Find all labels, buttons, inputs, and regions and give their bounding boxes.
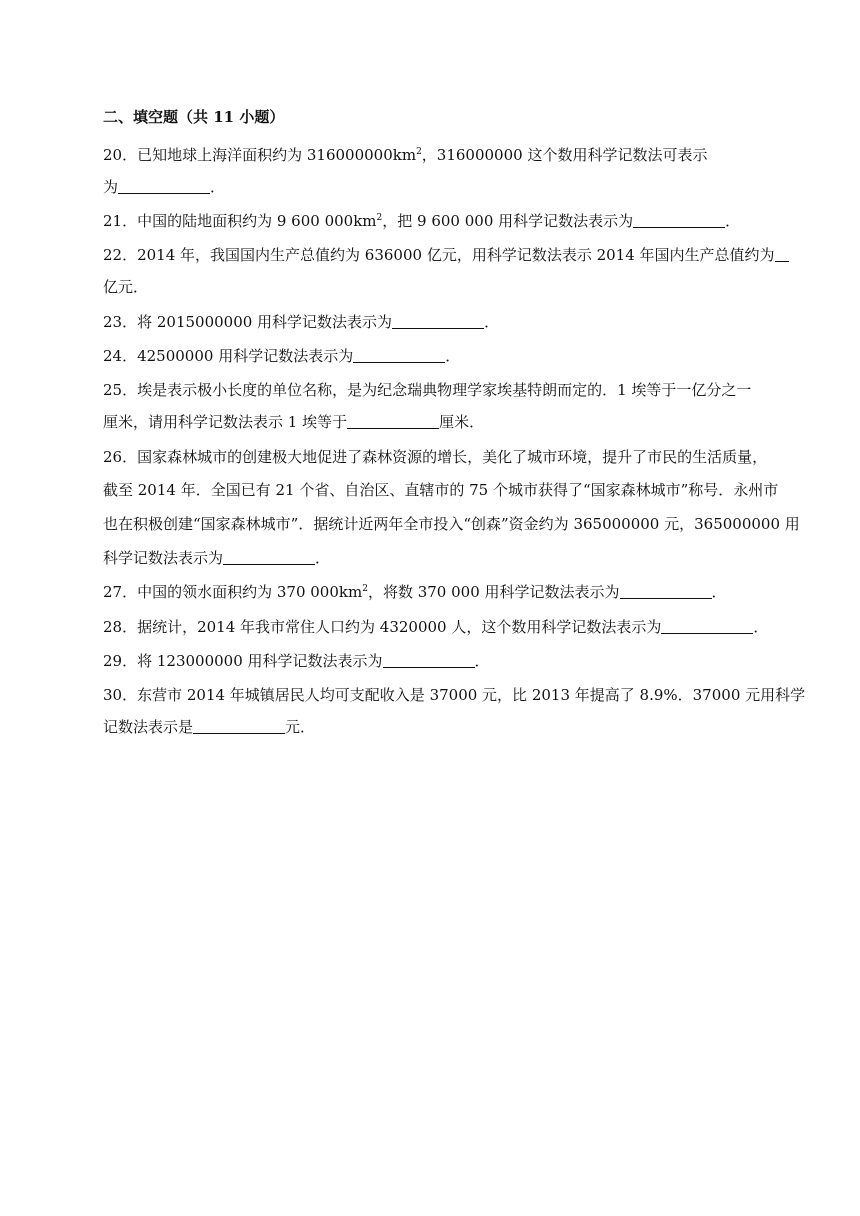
answer-blank[interactable] [383,652,475,668]
question-21: 21．中国的陆地面积约为 9 600 $000km^2$，把 9 600 000 用科学记数法表示为 ． [103,212,741,230]
question-24: 24．42500000 用科学记数法表示为 ． [103,347,461,365]
question-23: 23．将 2015000000 用科学记数法表示为 ． [103,313,500,331]
question-25-line-1: 25．埃是表示极小长度的单位名称，是为纪念瑞典物理学家埃基特朗而定的．1 埃等于一亿分之一 [103,381,752,399]
question-20-line-1: 20．已知地球上海洋面积约为 $316000000km^2$，316000000 这个数用科学记数法可表示 [103,146,708,164]
question-29: 29．将 123000000 用科学记数法表示为 ． [103,652,490,670]
question-26-line-1: 26．国家森林城市的创建极大地促进了森林资源的增长，美化了城市环境，提升了市民的生活质量， [103,448,768,466]
answer-blank[interactable] [223,549,315,565]
question-22-line-1: 22．2014 年，我国国内生产总值约为 636000 亿元，用科学记数法表示 2014 年国内生产总值约为 [103,245,789,265]
question-26-line-3: 也在积极创建“国家森林城市”．据统计近两年全市投入“创森”资金约为 365000000 元，365000000 用 [103,515,800,533]
question-30-line-1: 30．东营市 2014 年城镇居民人均可支配收入是 37000 元，比 2013 年提高了 8.9%．37000 元用科学 [103,686,806,704]
answer-blank[interactable] [392,313,484,329]
answer-blank[interactable] [633,212,725,228]
question-25-line-2: 厘米，请用科学记数法表示 1 埃等于 厘米． [103,413,485,431]
section-title: 二、填空题（共 11 小题） [103,108,285,126]
answer-blank[interactable] [661,618,753,634]
answer-blank[interactable] [118,178,210,194]
question-28: 28．据统计，2014 年我市常住人口约为 4320000 人，这个数用科学记数法表示为 ． [103,618,769,636]
answer-blank[interactable] [193,718,285,734]
question-30-line-2: 记数法表示是 元． [103,718,316,736]
question-26-line-4: 科学记数法表示为 ． [103,549,331,567]
answer-blank[interactable] [620,583,712,599]
answer-blank[interactable] [775,246,789,262]
answer-blank[interactable] [353,347,445,363]
question-22-line-2: 亿元． [103,278,149,296]
question-26-line-2: 截至 2014 年．全国已有 21 个省、自治区、直辖市的 75 个城市获得了“国家森林城市”称号．永州市 [103,481,779,499]
question-20-line-2: 为 ． [103,178,226,196]
question-27: 27．中国的领水面积约为 370 $000km^2$，将数 370 000 用科学记数法表示为 ． [103,583,727,601]
answer-blank[interactable] [347,413,439,429]
